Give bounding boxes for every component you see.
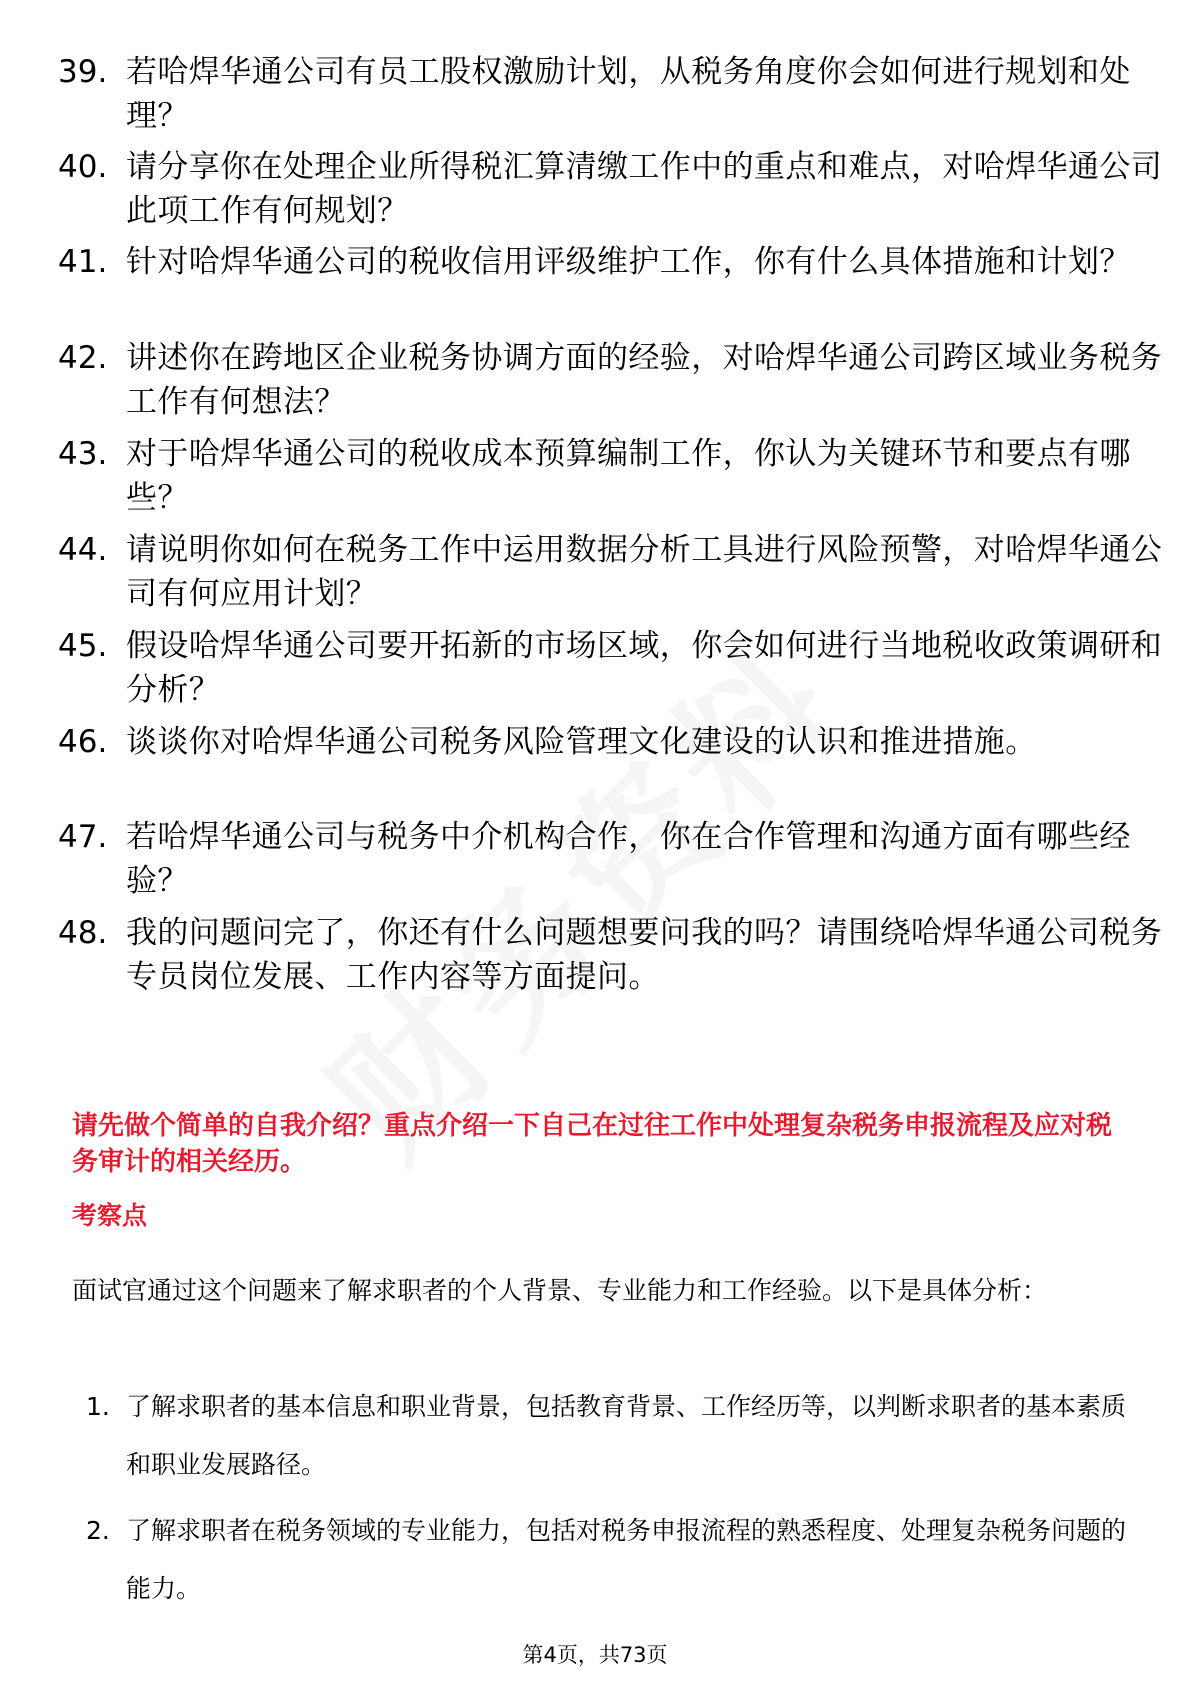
intro-question: 请先做个简单的自我介绍？重点介绍一下自己在过往工作中处理复杂税务申报流程及应对税务审计的相关经历。 <box>72 1111 1113 1177</box>
question-number: 43. <box>58 436 108 472</box>
question-text: 请说明你如何在税务工作中运用数据分析工具进行风险预警，对哈焊华通公司有何应用计划？ <box>126 532 1163 612</box>
question-text: 对于哈焊华通公司的税收成本预算编制工作，你认为关键环节和要点有哪些？ <box>126 436 1131 516</box>
question-text: 假设哈焊华通公司要开拓新的市场区域，你会如何进行当地税收政策调研和分析？ <box>126 628 1163 708</box>
page-footer: 第4页，共73页 <box>522 1643 668 1667</box>
question-number: 39. <box>58 54 108 90</box>
question-text: 请分享你在处理企业所得税汇算清缴工作中的重点和难点，对哈焊华通公司此项工作有何规划？ <box>126 149 1163 229</box>
question-number: 40. <box>58 149 108 185</box>
question-number: 47. <box>58 819 108 855</box>
question-text: 针对哈焊华通公司的税收信用评级维护工作，你有什么具体措施和计划？ <box>126 244 1131 280</box>
analysis-intro: 面试官通过这个问题来了解求职者的个人背景、专业能力和工作经验。以下是具体分析： <box>72 1276 1048 1305</box>
question-number: 42. <box>58 340 108 376</box>
analysis-point-text: 了解求职者的基本信息和职业背景，包括教育背景、工作经历等，以判断求职者的基本素质和职业发展路径。 <box>126 1392 1127 1479</box>
question-text: 讲述你在跨地区企业税务协调方面的经验，对哈焊华通公司跨区域业务税务工作有何想法？ <box>126 340 1163 420</box>
question-number: 48. <box>58 915 108 951</box>
analysis-point-number: 1. <box>86 1392 110 1421</box>
question-text: 若哈焊华通公司有员工股权激励计划，从税务角度你会如何进行规划和处理？ <box>126 54 1131 134</box>
question-number: 44. <box>58 532 108 568</box>
section-label: 考察点 <box>72 1201 148 1230</box>
question-text: 谈谈你对哈焊华通公司税务风险管理文化建设的认识和推进措施。 <box>126 724 1037 760</box>
question-number: 41. <box>58 244 108 280</box>
analysis-point-text: 了解求职者在税务领域的专业能力，包括对税务申报流程的熟悉程度、处理复杂税务问题的能力。 <box>126 1516 1127 1603</box>
question-number: 46. <box>58 724 108 760</box>
question-text: 我的问题问完了，你还有什么问题想要问我的吗？请围绕哈焊华通公司税务专员岗位发展、工作内容等方面提问。 <box>126 915 1163 995</box>
analysis-point-number: 2. <box>86 1516 110 1545</box>
question-number: 45. <box>58 628 108 664</box>
question-text: 若哈焊华通公司与税务中介机构合作，你在合作管理和沟通方面有哪些经验？ <box>126 819 1131 899</box>
